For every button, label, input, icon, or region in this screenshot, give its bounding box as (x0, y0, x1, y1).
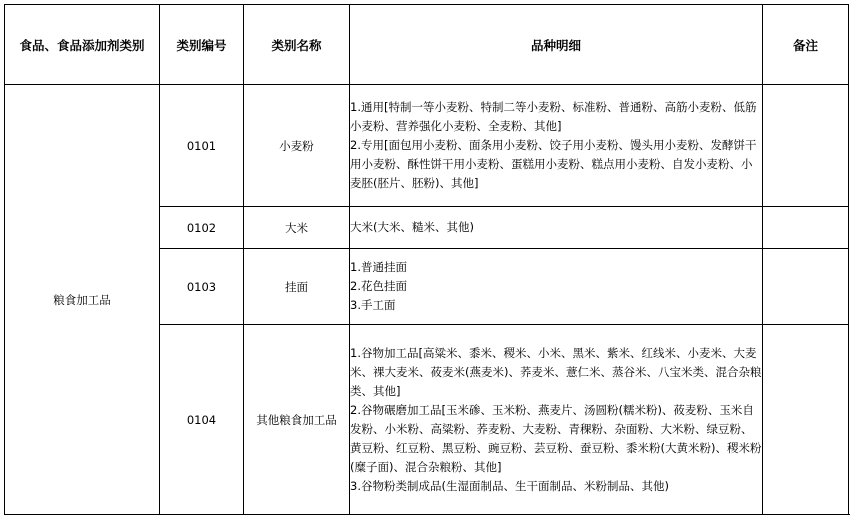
product-category-table (4, 4, 849, 515)
row-name: 挂面 (244, 249, 350, 325)
row-detail (350, 207, 763, 249)
detail-line: 1.通用[特制一等小麦粉、特制二等小麦粉、标准粉、普通粉、高筋小麦粉、低筋小麦粉、营养强化小麦粉、全麦粉、其他] (350, 100, 757, 133)
row-name: 其他粮食加工品 (244, 325, 350, 515)
row-remark (763, 207, 849, 249)
detail-line: 2.谷物碾磨加工品[玉米碜、玉米粉、燕麦片、汤圆粉(糯米粉)、莜麦粉、玉米自发粉、小米粉、高粱粉、荞麦粉、大麦粉、青稞粉、杂面粉、大米粉、绿豆粉、黄豆粉、红豆粉、黑豆粉、豌豆粉、芸豆粉、蚕豆粉、黍米粉(大黄米粉)、稷米粉(糜子面)、混合杂粮粉、其他] (350, 402, 762, 474)
detail-line: 2.花色挂面 (350, 279, 407, 293)
row-name: 大米 (244, 207, 350, 249)
row-code: 0102 (160, 207, 244, 249)
row-detail (350, 325, 763, 515)
detail-line: 3.谷物粉类制成品(生湿面制品、生干面制品、米粉制品、其他) (350, 478, 669, 493)
detail-line: 1.普通挂面 (350, 260, 407, 274)
detail-line: 3.手工面 (350, 298, 396, 312)
header-detail: 品种明细 (350, 5, 763, 85)
row-remark (763, 325, 849, 515)
row-detail (350, 85, 763, 207)
table-row (5, 85, 849, 207)
header-category: 食品、食品添加剂类别 (5, 5, 160, 85)
row-name: 小麦粉 (244, 85, 350, 207)
detail-line: 1.谷物加工品[高粱米、黍米、稷米、小米、黑米、紫米、红线米、小麦米、大麦米、裸大麦米、莜麦米(燕麦米)、荞麦米、薏仁米、蒸谷米、八宝米类、混合杂粮类、其他] (350, 345, 762, 398)
row-remark (763, 85, 849, 207)
header-row (5, 5, 849, 85)
table-bottom-edge (4, 514, 850, 515)
row-detail (350, 249, 763, 325)
detail-line: 大米(大米、糙米、其他) (350, 220, 474, 234)
header-name: 类别名称 (244, 5, 350, 85)
detail-line: 2.专用[面包用小麦粉、面条用小麦粉、饺子用小麦粉、馒头用小麦粉、发酵饼干用小麦粉、酥性饼干用小麦粉、蛋糕用小麦粉、糕点用小麦粉、自发小麦粉、小麦胚(胚片、胚粉)、其他] (350, 138, 757, 190)
row-code: 0104 (160, 325, 244, 515)
row-code: 0103 (160, 249, 244, 325)
row-remark (763, 249, 849, 325)
group-cell: 粮食加工品 (5, 85, 160, 515)
row-code: 0101 (160, 85, 244, 207)
header-code: 类别编号 (160, 5, 244, 85)
header-remark: 备注 (763, 5, 849, 85)
